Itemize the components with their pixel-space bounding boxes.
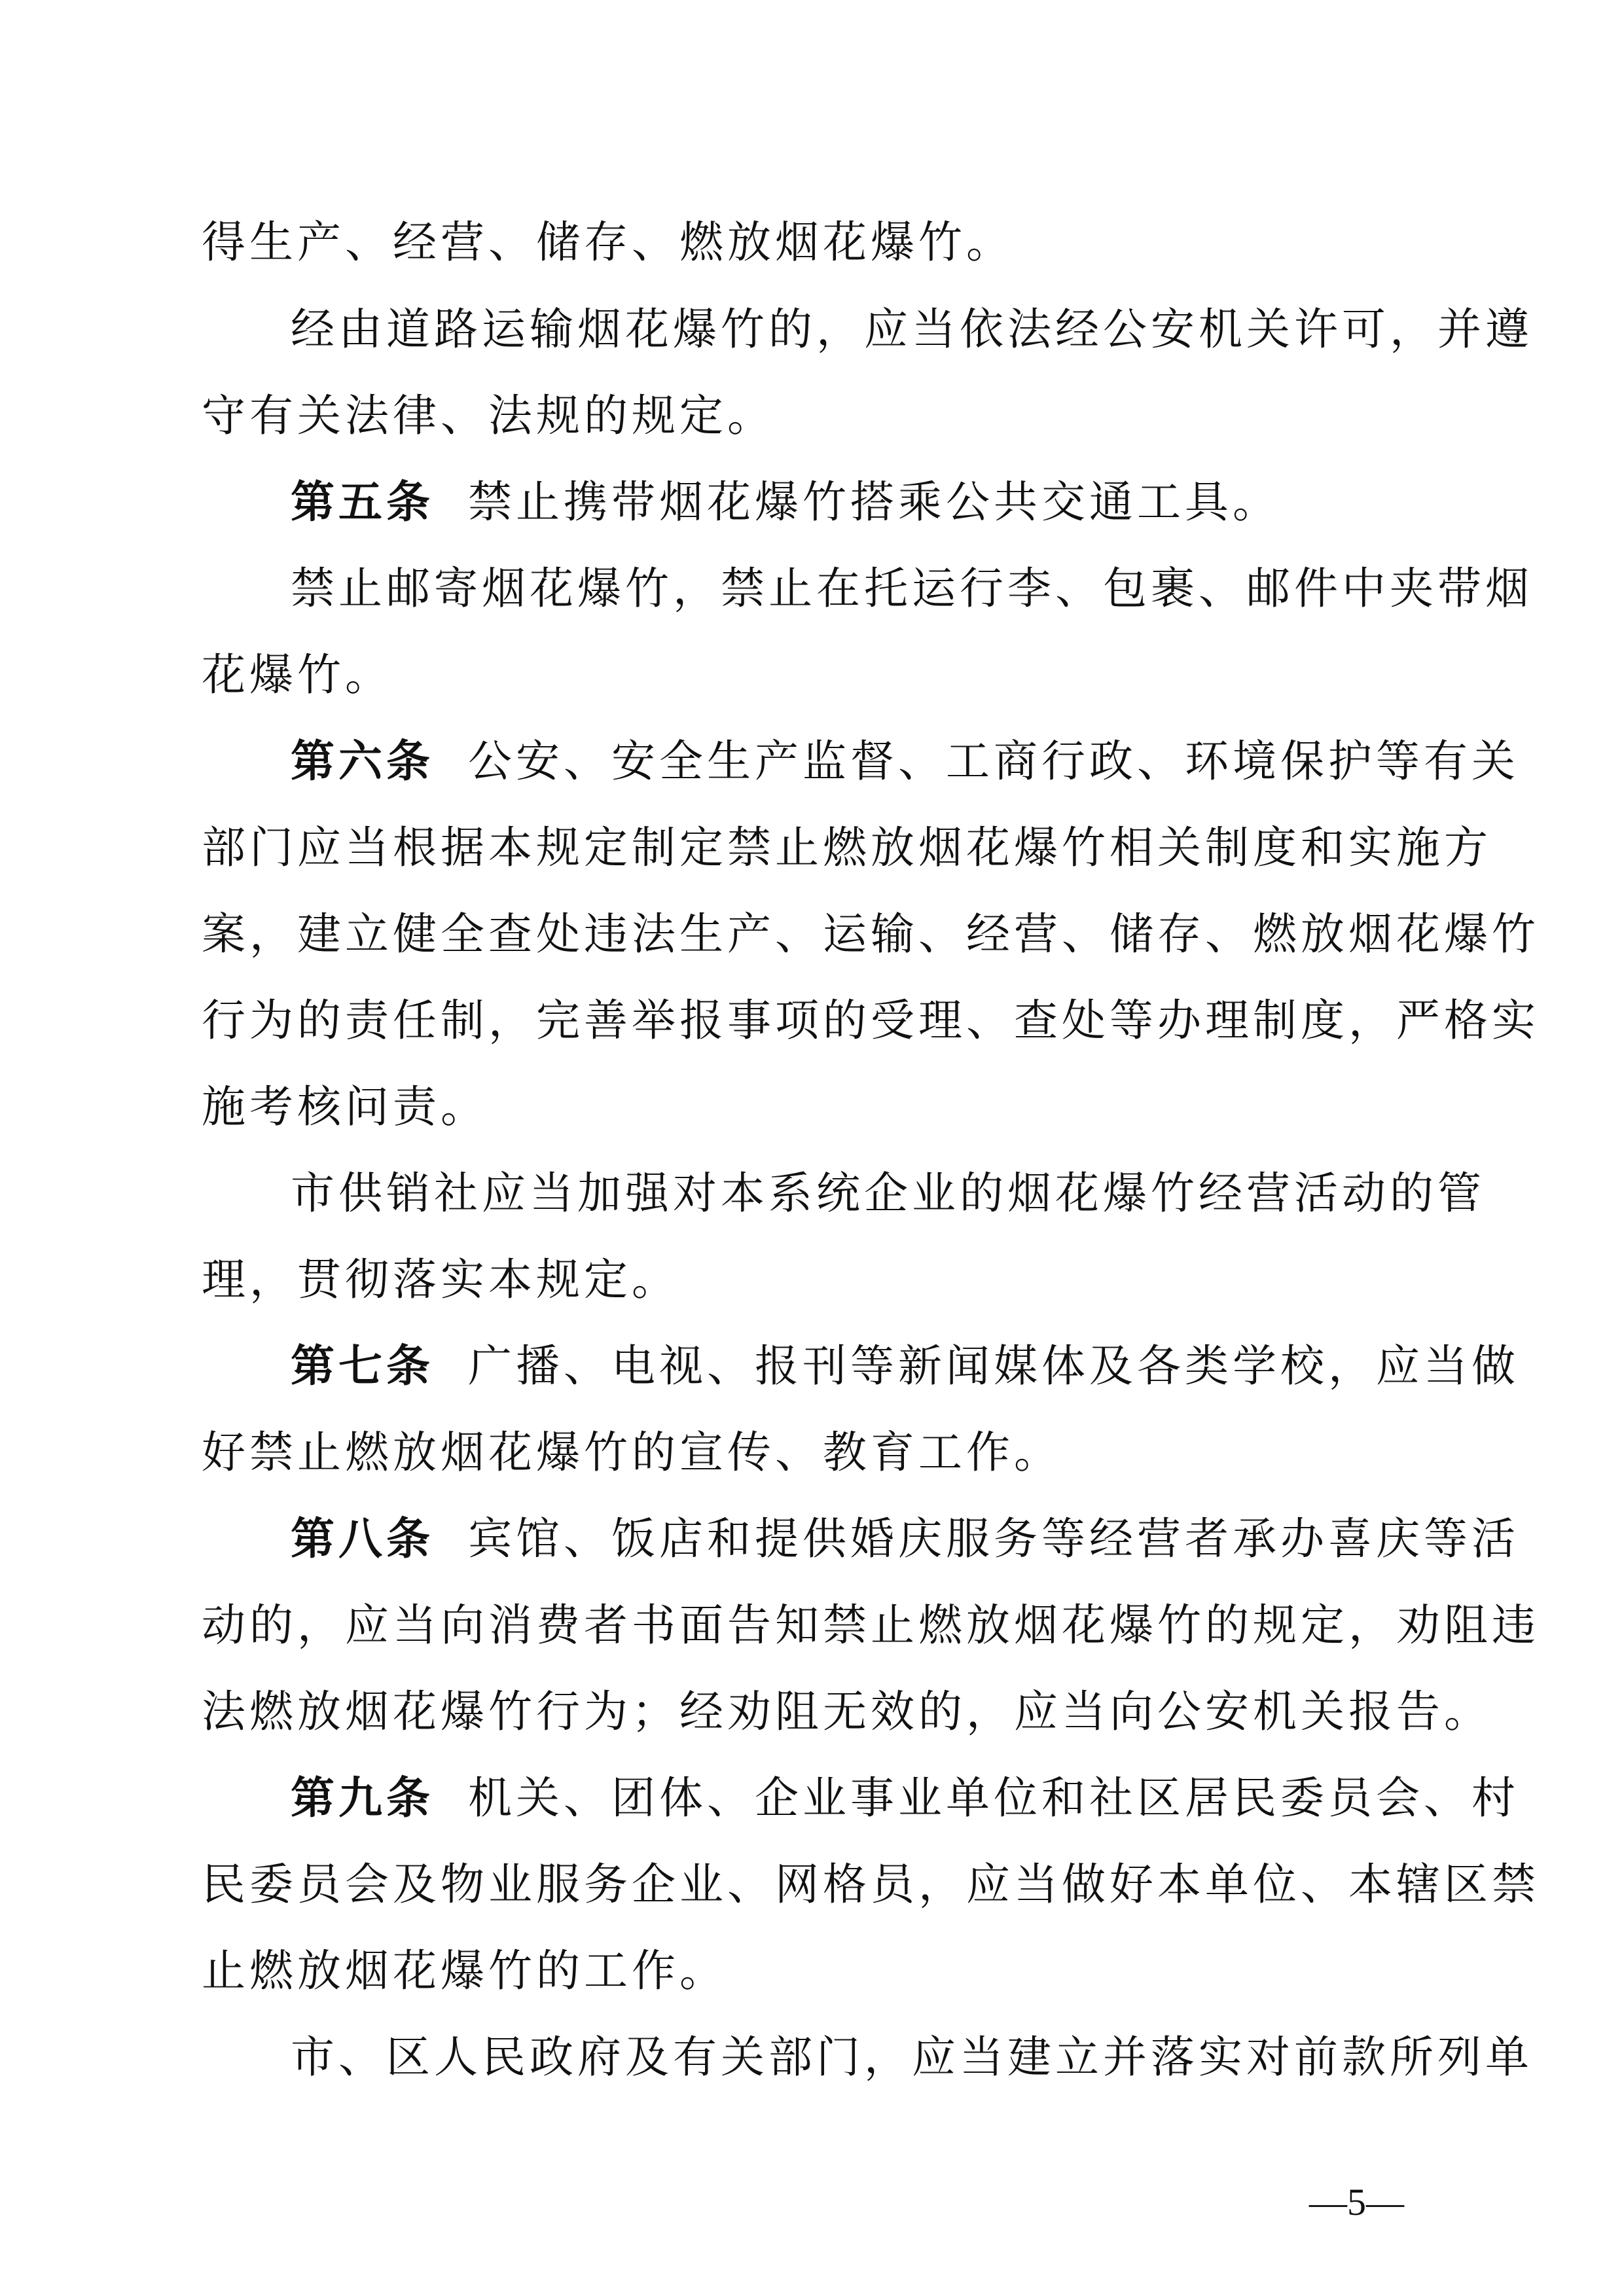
text-line xyxy=(202,1599,1540,1651)
article-9-line xyxy=(291,1772,1519,1824)
article-heading: 第六条 xyxy=(291,736,434,787)
text-line xyxy=(202,821,1492,874)
text-line xyxy=(202,389,775,442)
line-text: 止燃放烟花爆竹的工作。 xyxy=(202,1945,727,1996)
text-line xyxy=(202,1081,488,1133)
line-text: 得生产、经营、储存、燃放烟花爆竹。 xyxy=(202,217,1014,268)
line-text: 理，贯彻落实本规定。 xyxy=(202,1254,679,1305)
line-text: 动的，应当向消费者书面告知禁止燃放烟花爆竹的规定，劝阻违 xyxy=(202,1600,1540,1651)
line-text: 部门应当根据本规定制定禁止燃放烟花爆竹相关制度和实施方 xyxy=(202,822,1492,873)
line-text: 好禁止燃放烟花爆竹的宣传、教育工作。 xyxy=(202,1427,1062,1478)
text-line xyxy=(291,1167,1485,1219)
line-text: 宾馆、饭店和提供婚庆服务等经营者承办喜庆等活 xyxy=(468,1513,1519,1564)
text-line xyxy=(202,216,1014,268)
article-heading: 第八条 xyxy=(291,1513,434,1564)
line-text: 机关、团体、企业事业单位和社区居民委员会、村 xyxy=(468,1772,1519,1823)
line-text: 施考核问责。 xyxy=(202,1081,488,1132)
line-text: 禁止邮寄烟花爆竹，禁止在托运行李、包裹、邮件中夹带烟 xyxy=(291,563,1533,614)
line-text: 市、区人民政府及有关部门，应当建立并落实对前款所列单 xyxy=(291,2032,1533,2083)
article-8-line xyxy=(291,1513,1519,1565)
text-line xyxy=(291,2031,1533,2083)
line-text: 市供销社应当加强对本系统企业的烟花爆竹经营活动的管 xyxy=(291,1168,1485,1219)
line-text: 公安、安全生产监督、工商行政、环境保护等有关 xyxy=(468,736,1519,787)
text-line xyxy=(202,1685,1492,1738)
text-line xyxy=(291,562,1533,615)
line-text: 守有关法律、法规的规定。 xyxy=(202,390,775,441)
line-text: 行为的责任制，完善举报事项的受理、查处等办理制度，严格实 xyxy=(202,995,1540,1046)
text-line xyxy=(202,908,1540,960)
article-5-line xyxy=(291,476,1280,528)
text-line xyxy=(202,994,1540,1047)
text-line xyxy=(202,649,393,701)
article-7-line xyxy=(291,1340,1519,1392)
article-heading: 第七条 xyxy=(291,1340,434,1391)
page-number: —5— xyxy=(1309,2181,1404,2223)
line-text: 花爆竹。 xyxy=(202,649,393,700)
text-line xyxy=(202,1253,679,1306)
line-text: 民委员会及物业服务企业、网格员，应当做好本单位、本辖区禁 xyxy=(202,1859,1540,1910)
article-heading: 第九条 xyxy=(291,1772,434,1823)
article-6-line xyxy=(291,735,1519,787)
line-text: 法燃放烟花爆竹行为；经劝阻无效的，应当向公安机关报告。 xyxy=(202,1686,1492,1737)
line-text: 禁止携带烟花爆竹搭乘公共交通工具。 xyxy=(468,476,1280,528)
line-text: 广播、电视、报刊等新闻媒体及各类学校，应当做 xyxy=(468,1340,1519,1391)
text-line xyxy=(291,303,1533,355)
text-line xyxy=(202,1945,727,1997)
article-heading: 第五条 xyxy=(291,476,434,528)
line-text: 经由道路运输烟花爆竹的，应当依法经公安机关许可，并遵 xyxy=(291,304,1533,355)
text-line xyxy=(202,1426,1062,1479)
text-line xyxy=(202,1858,1540,1910)
line-text: 案，建立健全查处违法生产、运输、经营、储存、燃放烟花爆竹 xyxy=(202,908,1540,960)
